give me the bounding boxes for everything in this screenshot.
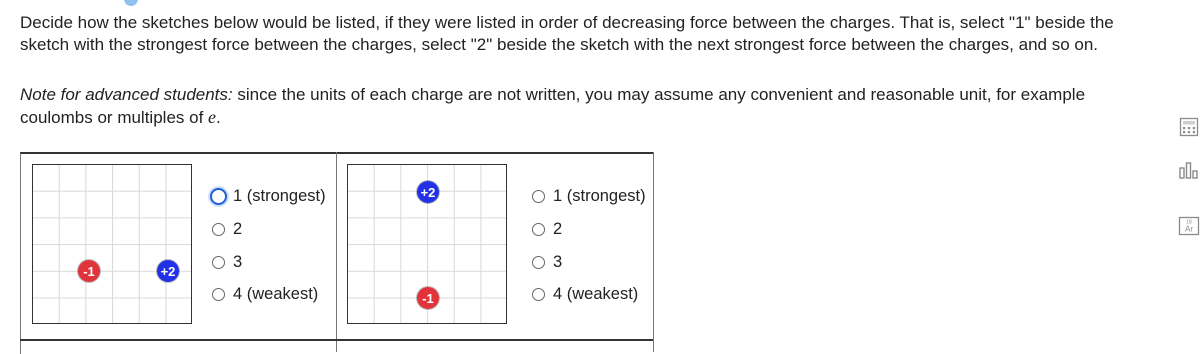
charge-positive: +2 (417, 181, 439, 203)
rank-option-label: 2 (233, 219, 243, 238)
note-lead: Note for advanced students: (20, 85, 233, 104)
radio-button[interactable] (212, 223, 225, 236)
column-divider (653, 152, 654, 352)
note-text: since the units of each charge are not written, you may assume any convenient and reasonable unit, for example coulombs or multiples of (20, 85, 1086, 127)
radio-button[interactable] (212, 256, 225, 269)
radio-button[interactable] (532, 256, 545, 269)
sketch-2-grid (347, 164, 507, 324)
rank-option-4[interactable] (212, 282, 318, 306)
rank-option-2[interactable] (532, 217, 562, 241)
calculator-icon[interactable] (1178, 116, 1200, 138)
rank-option-1[interactable] (212, 184, 326, 208)
periodic-symbol: Ar (1185, 224, 1193, 234)
rank-option-label: 3 (553, 252, 563, 271)
note-symbol: e (208, 107, 217, 127)
column-divider (336, 152, 337, 352)
charge-positive: +2 (157, 260, 179, 282)
rank-option-label: 4 (weakest) (233, 284, 319, 303)
rank-option-3[interactable] (212, 250, 242, 274)
question-instructions: Decide how the sketches below would be listed, if they were listed in order of decreasing force between the charges. That is, select "1" beside the sketch with the strongest force between the charges, select "2" beside the sketch with the next strongest force between the charges, and so on. (20, 13, 1114, 54)
rank-option-label: 1 (strongest) (553, 186, 646, 205)
rank-option-1[interactable] (532, 184, 646, 208)
periodic-table-icon[interactable] (1178, 215, 1200, 237)
rank-option-4[interactable] (532, 282, 638, 306)
charge-negative: -1 (417, 287, 439, 309)
rank-option-3[interactable] (532, 250, 562, 274)
radio-button[interactable] (532, 190, 545, 203)
sketch-1-grid (32, 164, 192, 324)
row-divider (20, 339, 653, 341)
note-end: . (216, 108, 221, 127)
rank-option-label: 4 (weakest) (553, 284, 639, 303)
radio-button[interactable] (532, 223, 545, 236)
radio-button[interactable] (212, 288, 225, 301)
scroll-indicator (124, 0, 138, 6)
radio-button[interactable] (210, 188, 227, 205)
charge-negative: -1 (78, 260, 100, 282)
rank-option-2[interactable] (212, 217, 242, 241)
advanced-note (20, 84, 1130, 129)
bar-chart-icon[interactable] (1178, 159, 1200, 181)
radio-button[interactable] (532, 288, 545, 301)
rank-option-label: 2 (553, 219, 563, 238)
rank-option-label: 1 (strongest) (233, 186, 326, 205)
rank-option-label: 3 (233, 252, 243, 271)
periodic-number: 18 (1186, 219, 1192, 226)
